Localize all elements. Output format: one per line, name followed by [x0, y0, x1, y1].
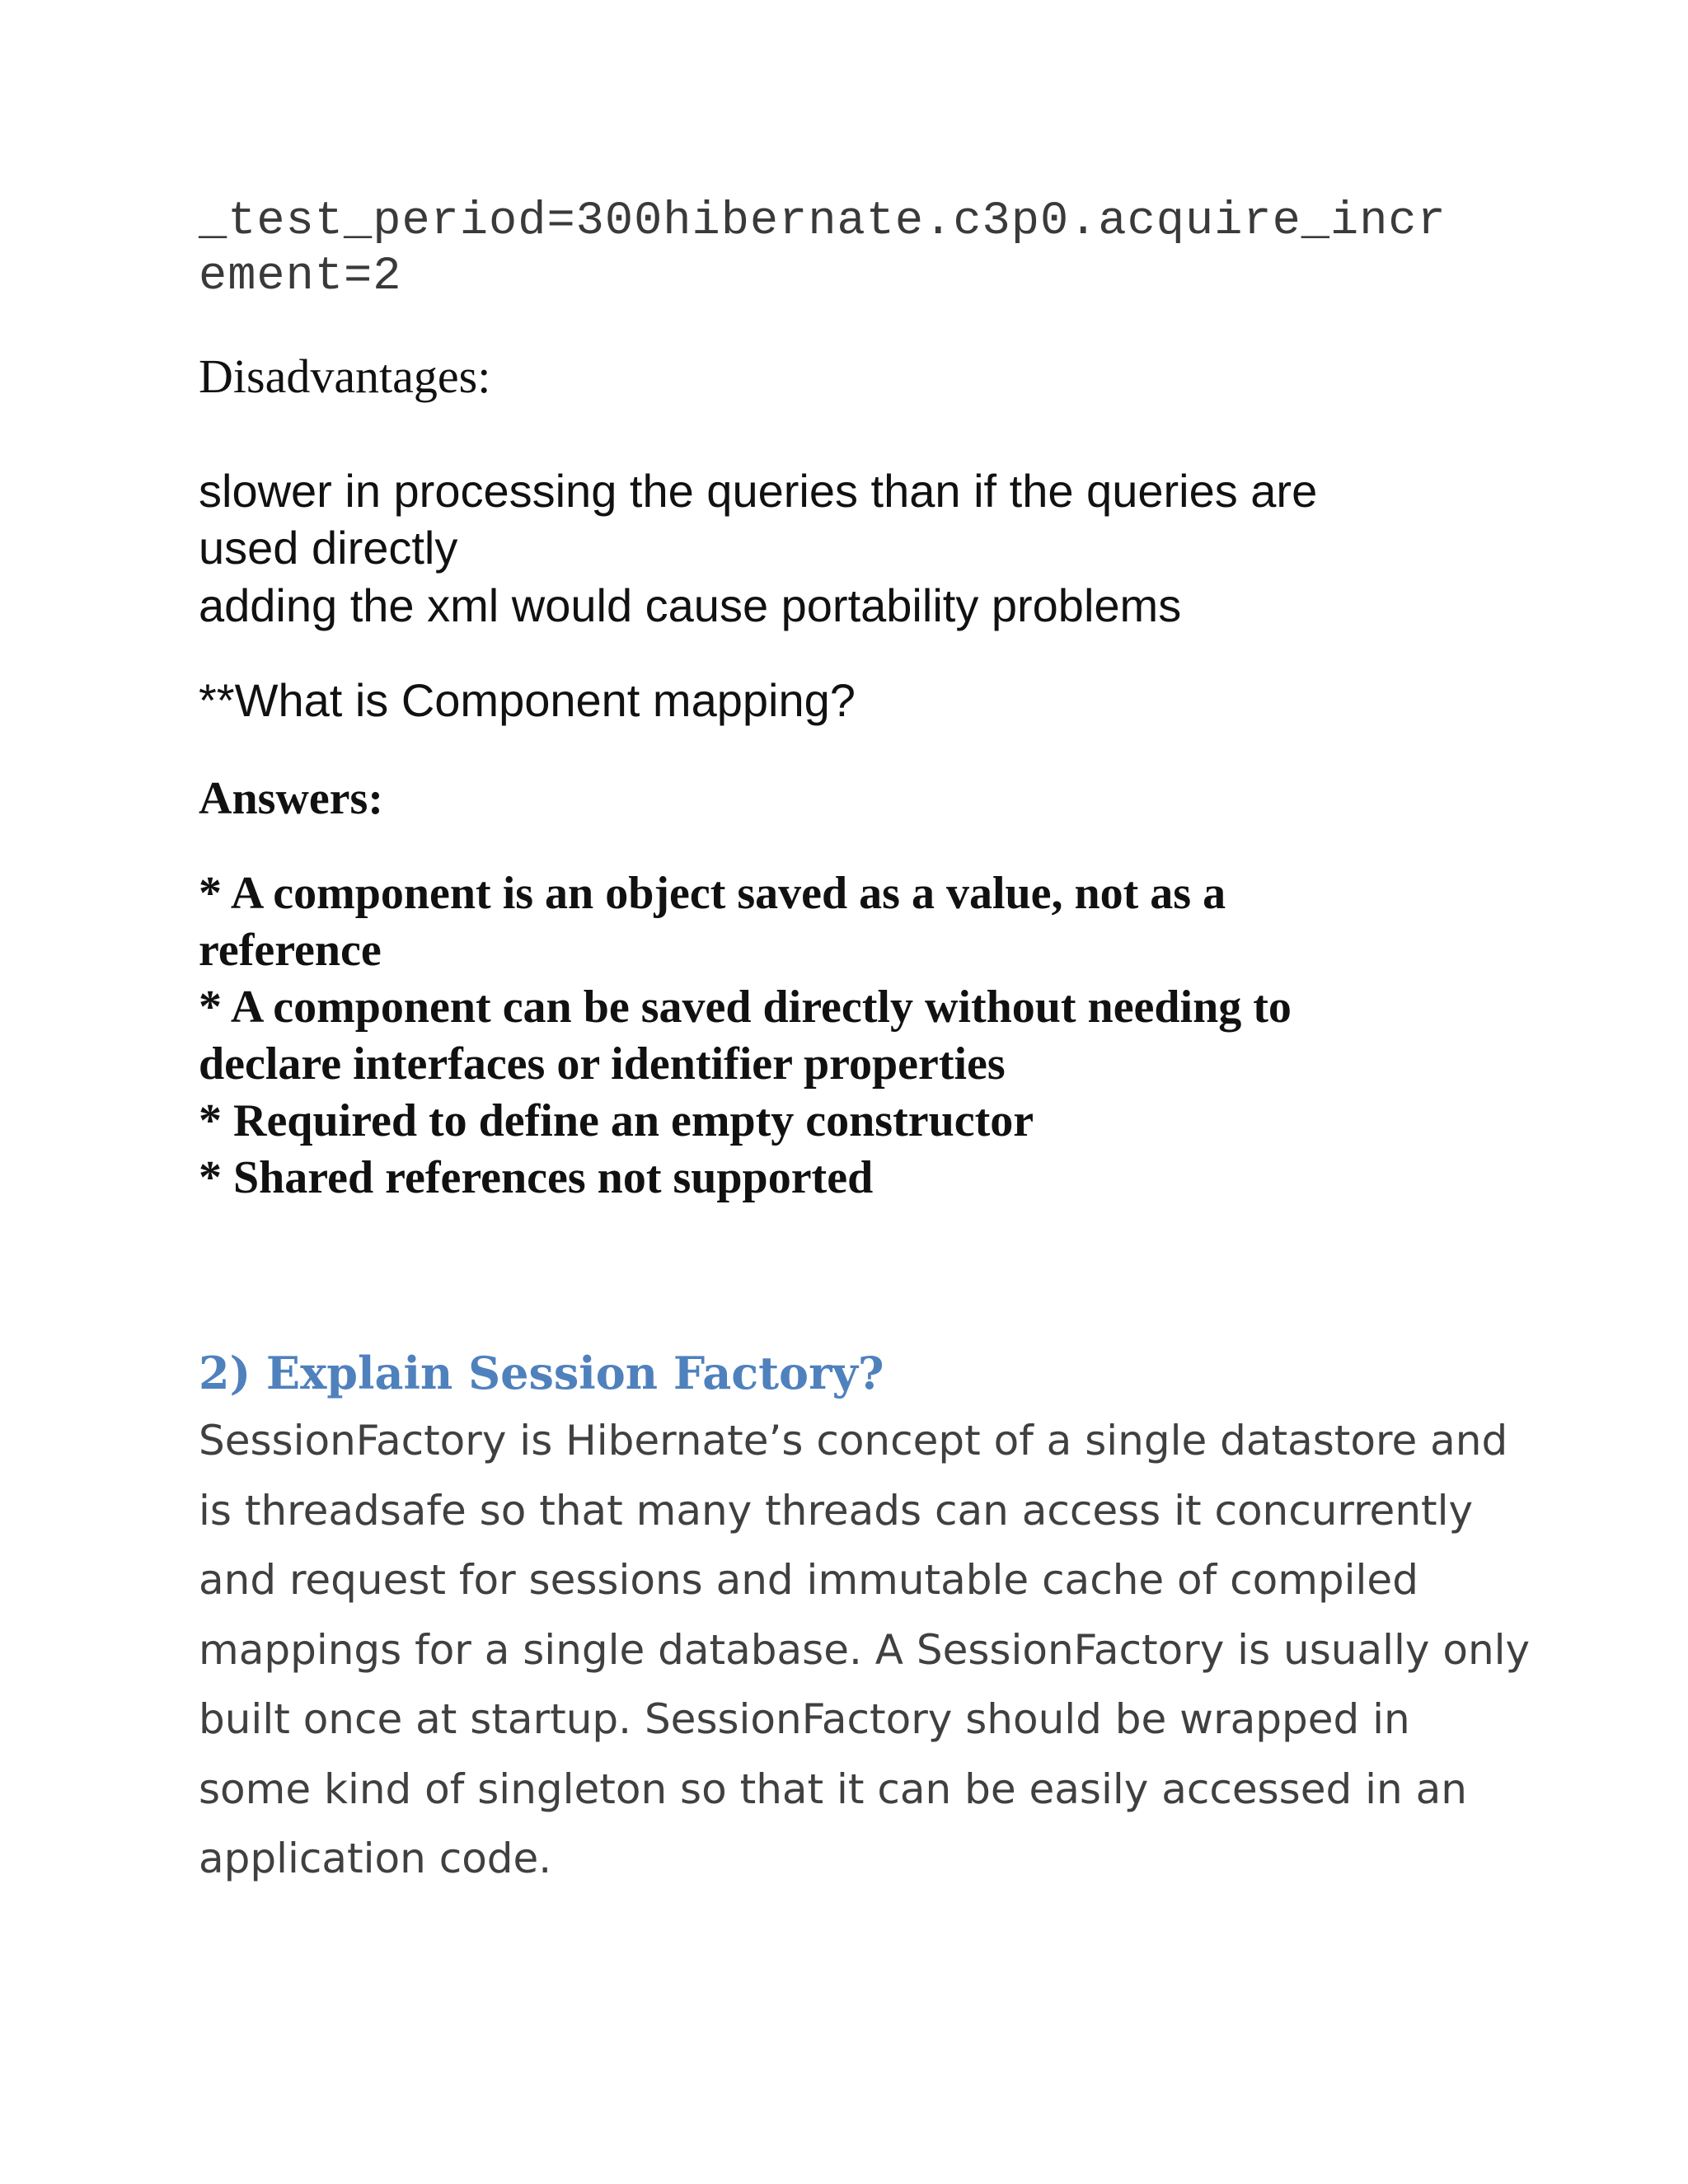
- paragraph-line: application code.: [199, 1835, 552, 1882]
- paragraph-line: some kind of singleton so that it can be easily accessed in an: [199, 1765, 1467, 1813]
- answer-line: * Shared references not supported: [199, 1152, 874, 1203]
- answers-list: [199, 865, 1517, 1207]
- component-mapping-question: **What is Component mapping?: [199, 674, 856, 726]
- answers-heading: Answers:: [199, 773, 383, 824]
- paragraph-line: built once at startup. SessionFactory should be wrapped in: [199, 1695, 1410, 1743]
- disadvantage-line: used directly: [199, 522, 458, 574]
- config-code-snippet: [199, 194, 1517, 305]
- disadvantages-list: [199, 463, 1517, 635]
- paragraph-line: mappings for a single database. A SessionFactory is usually only: [199, 1625, 1531, 1674]
- paragraph-line: SessionFactory is Hibernate’s concept of a single datastore and: [199, 1417, 1508, 1465]
- session-factory-paragraph: [199, 1406, 1531, 1894]
- answer-line: * A component is an object saved as a value, not as a: [199, 868, 1226, 919]
- paragraph-line: is threadsafe so that many threads can access it concurrently: [199, 1486, 1474, 1535]
- code-line: ement=2: [199, 251, 402, 303]
- disadvantage-line: slower in processing the queries than if the queries are: [199, 465, 1318, 517]
- answer-line: * Required to define an empty constructor: [199, 1095, 1034, 1146]
- answer-line: declare interfaces or identifier properties: [199, 1038, 1006, 1090]
- answer-line: * A component can be saved directly without needing to: [199, 982, 1292, 1033]
- disadvantage-line: adding the xml would cause portability problems: [199, 579, 1182, 631]
- code-line: _test_period=300hibernate.c3p0.acquire_incr: [199, 195, 1447, 248]
- answer-line: reference: [199, 925, 382, 976]
- disadvantages-heading: Disadvantages:: [199, 349, 491, 403]
- section-heading: 2) Explain Session Factory?: [199, 1347, 884, 1399]
- paragraph-line: and request for sessions and immutable cache of compiled: [199, 1556, 1418, 1604]
